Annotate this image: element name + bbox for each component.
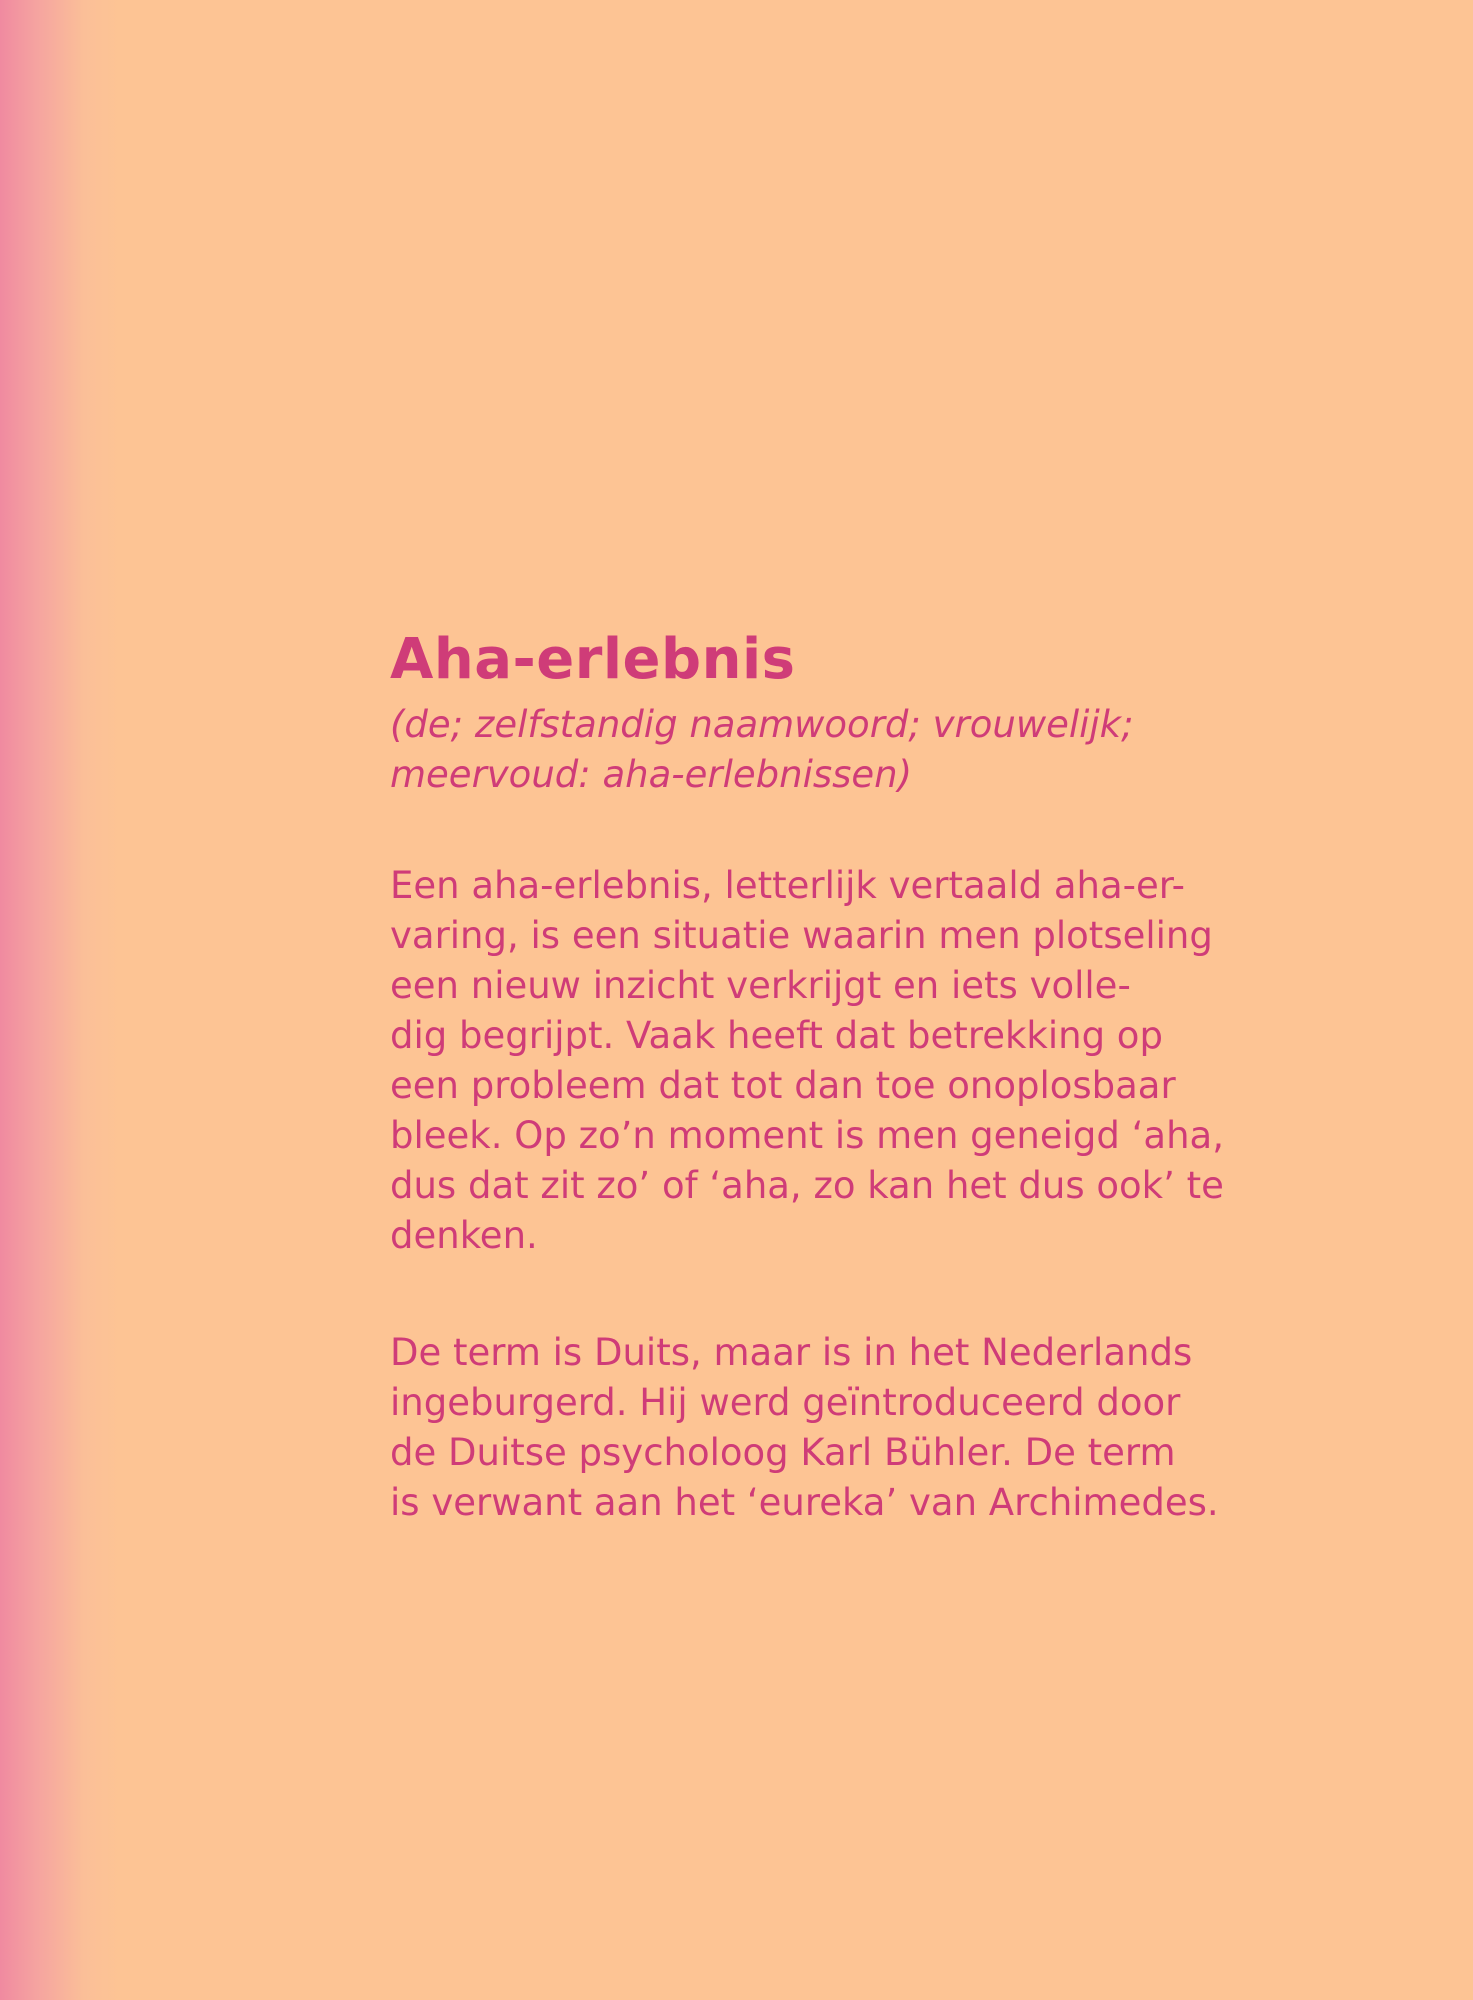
paragraph-line: de Duitse psycholoog Karl Bühler. De term xyxy=(390,1431,1176,1474)
paragraph-line: dig begrijpt. Vaak heeft dat betrekking op xyxy=(390,1014,1163,1057)
paragraph-line: is verwant aan het ‘eureka’ van Archimedes. xyxy=(390,1481,1219,1524)
paragraph-line: dus dat zit zo’ of ‘aha, zo kan het dus ook’ te xyxy=(390,1164,1224,1207)
page-spine-gradient xyxy=(0,0,120,2000)
grammar-line: (de; zelfstandig naamwoord; vrouwelijk; xyxy=(390,703,1134,746)
paragraph-line: bleek. Op zo’n moment is men geneigd ‘aha, xyxy=(390,1114,1224,1157)
paragraph-line: een nieuw inzicht verkrijgt en iets volle- xyxy=(390,964,1131,1007)
grammar-line: meervoud: aha-erlebnissen) xyxy=(390,753,913,796)
paragraph-line: denken. xyxy=(390,1214,538,1257)
paragraph-line: varing, is een situatie waarin men plotseling xyxy=(390,914,1213,957)
entry-headword: Aha-erlebnis xyxy=(390,627,796,692)
paragraph-line: een probleem dat tot dan toe onoplosbaar xyxy=(390,1064,1176,1107)
paragraph-line: Een aha-erlebnis, letterlijk vertaald aha-er- xyxy=(390,864,1185,907)
etymology-paragraph xyxy=(390,1328,1220,1528)
definition-paragraph xyxy=(390,861,1224,1261)
paragraph-line: De term is Duits, maar is in het Nederlands xyxy=(390,1331,1193,1374)
entry-grammar-info xyxy=(390,700,1220,800)
dictionary-entry xyxy=(390,620,1224,1528)
paragraph-line: ingeburgerd. Hij werd geïntroduceerd door xyxy=(390,1381,1181,1424)
